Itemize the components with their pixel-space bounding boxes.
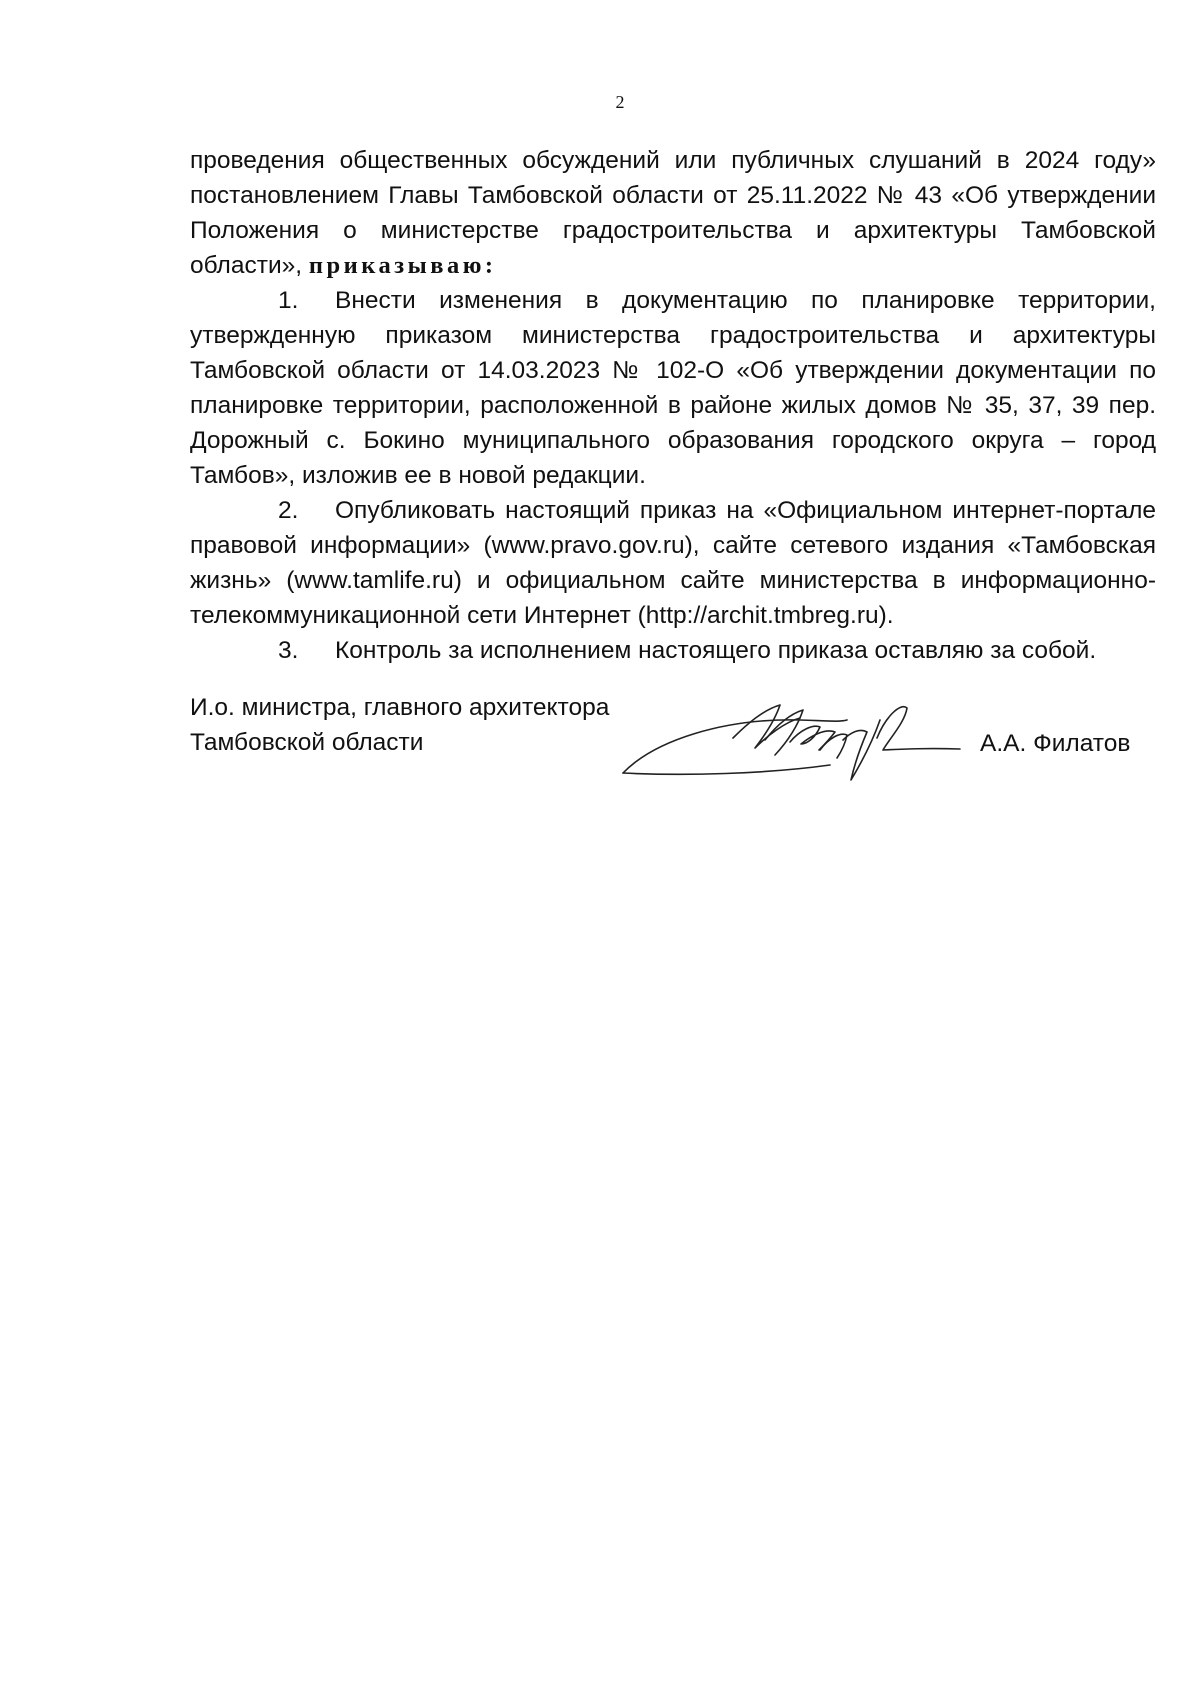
item-text: Внести изменения в документацию по планировке территории, утвержденную приказом министерства градостроительства и архитектуры Тамбовской области от 14.03.2023 № 102-О «Об утверждении документации по планировке территории, расположенной в районе жилых домов № 35, 37, 39 пер. Дорожный с. Бокино муниципального образования городского округа – город Тамбов», изложив ее в новой редакции. — [190, 287, 1156, 489]
item-number: 1. — [278, 287, 299, 314]
list-item — [190, 283, 1156, 493]
signature-block — [190, 690, 1156, 800]
item-text: Контроль за исполнением настоящего приказа оставляю за собой. — [335, 637, 1097, 664]
item-number: 3. — [278, 637, 299, 664]
order-word: приказываю: — [308, 252, 497, 279]
page-number: 2 — [615, 92, 625, 112]
list-item — [190, 493, 1156, 633]
signer-name: А.А. Филатов — [980, 730, 1131, 757]
list-item — [190, 633, 1156, 668]
item-number: 2. — [278, 497, 299, 524]
intro-paragraph — [190, 143, 1156, 283]
signer-title-line: Тамбовской области — [190, 729, 424, 756]
document-body — [190, 143, 1156, 668]
signer-title-line: И.о. министра, главного архитектора — [190, 694, 610, 721]
item-text: Опубликовать настоящий приказ на «Официальном интернет-портале правовой информации» (www.pravo.gov.ru), сайте сетевого издания «Тамбовская жизнь» (www.tamlife.ru) и официальном сайте министерства в информационно-телекоммуникационной сети Интернет (http://archit.tmbreg.ru). — [190, 497, 1156, 629]
intro-text: проведения общественных обсуждений или публичных слушаний в 2024 году» постановлением Главы Тамбовской области от 25.11.2022 № 43 «Об утверждении Положения о министерстве градостроительства и архитектуры Тамбовской области», — [190, 147, 1156, 279]
signer-title — [190, 690, 609, 760]
handwritten-signature — [615, 680, 1005, 790]
